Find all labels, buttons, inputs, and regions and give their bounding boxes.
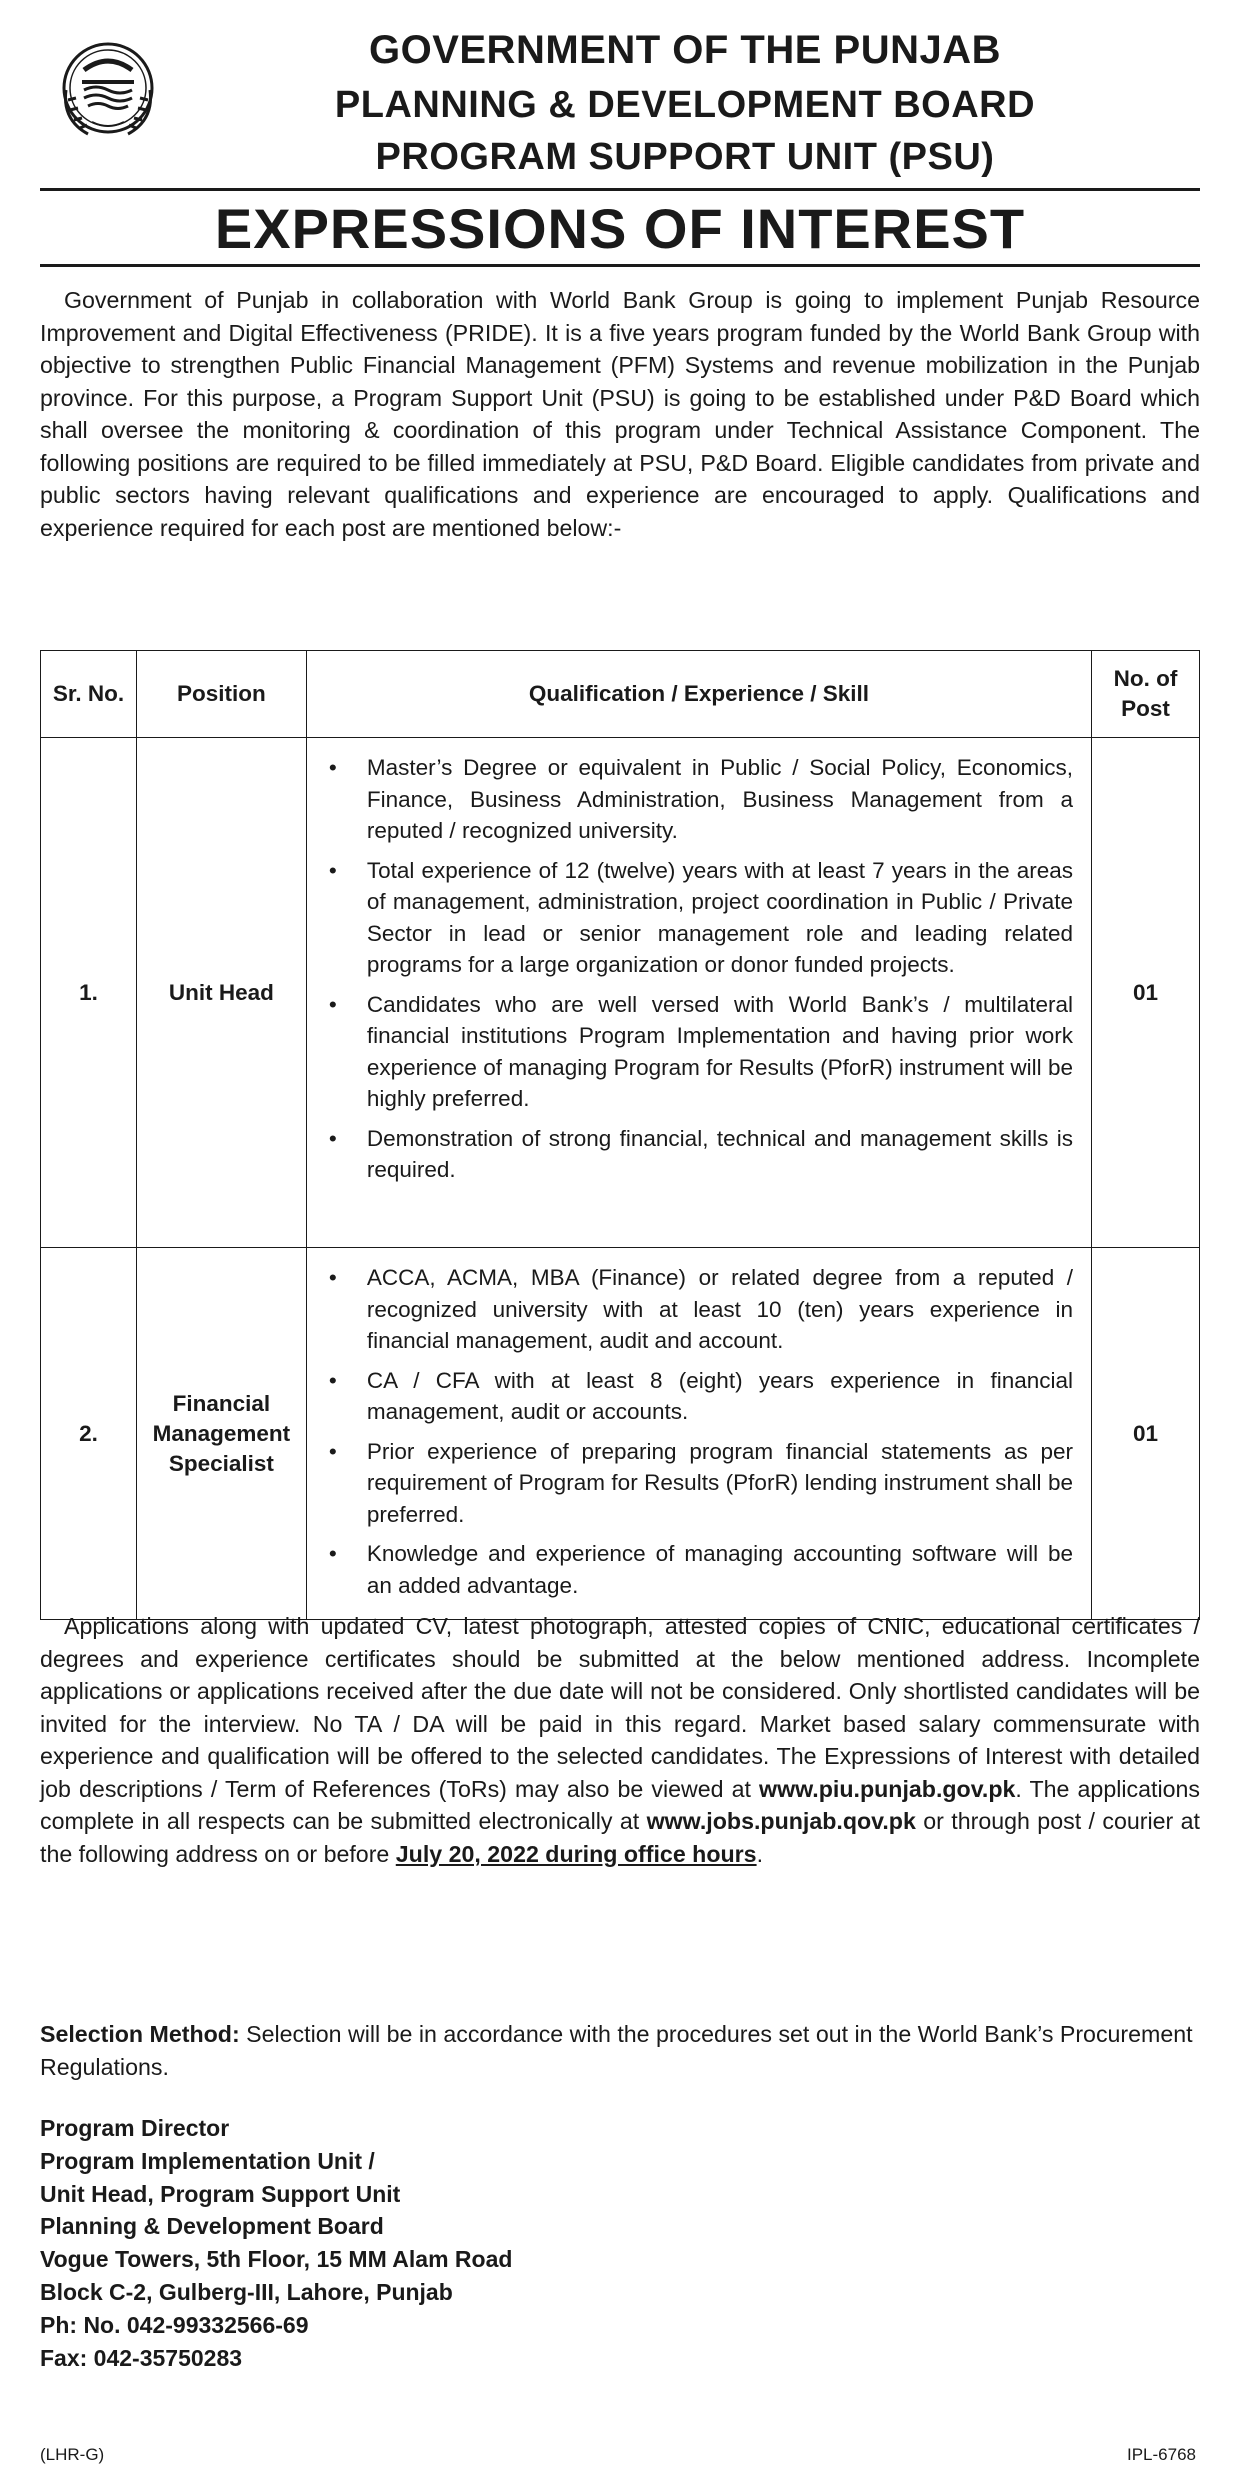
header bbox=[40, 22, 1200, 192]
address-line: Program Implementation Unit / bbox=[40, 2147, 375, 2174]
address-line: Vogue Towers, 5th Floor, 15 MM Alam Road bbox=[40, 2246, 513, 2273]
footer-code-right: IPL-6768 bbox=[1127, 2445, 1196, 2464]
fax-number: Fax: 042-35750283 bbox=[40, 2344, 243, 2371]
address-line: Program Director bbox=[40, 2115, 230, 2141]
address-line: Block C-2, Gulberg-III, Lahore, Punjab bbox=[40, 2278, 453, 2305]
header-no-of-post: No. of Post bbox=[1092, 651, 1200, 738]
list-item: • Master’s Degree or equivalent in Public / Social Policy, Economics, Finance, Business Administration, Business Management from a reputed / recognized university. bbox=[328, 755, 1074, 843]
row-qualifications bbox=[306, 738, 1091, 1248]
row-sr-no: 1. bbox=[41, 738, 137, 1248]
table-row bbox=[41, 1248, 1200, 1620]
page-title: EXPRESSIONS OF INTEREST bbox=[214, 197, 1026, 260]
list-item: • Candidates who are well versed with World Bank’s / multilateral financial institutions Program Implementation and having prior work experience of managing Program for Results (PforR) instrument will be highly preferred. bbox=[328, 991, 1074, 1111]
list-item: • Demonstration of strong financial, technical and management skills is required. bbox=[328, 1125, 1074, 1182]
address-line: Planning & Development Board bbox=[40, 2213, 384, 2240]
row-sr-no: 2. bbox=[41, 1248, 137, 1620]
header-divider-top bbox=[40, 188, 1200, 191]
phone-number: Ph: No. 042-99332566-69 bbox=[40, 2311, 309, 2338]
application-instructions: Applications along with updated CV, latest photograph, attested copies of CNIC, educational certificates / degrees and experience certificates should be submitted at the below mentioned address. Incomplete applications or applications received after the due date will not be considered. Only shortlisted candidates will be invited for the interview. No TA / DA will be paid in this regard. Market based salary commensurate with experience and qualification will be offered to the selected candidates. The Expressions of Interest with detailed job descriptions / Term of References (ToRs) may also be viewed at www.piu.punjab.gov.pk. The applications complete in all respects can be submitted electronically at www.jobs.punjab.qov.pk or through post / courier at the following address on or before July 20, 2022 during office hours. bbox=[40, 1613, 1200, 1867]
list-item: • Total experience of 12 (twelve) years with at least 7 years in the areas of management, administration, project coordination in Public / Private Sector in lead or senior management role and leading related programs for a large organization or donor funded projects. bbox=[328, 857, 1074, 977]
row-no-of-post: 01 bbox=[1092, 1248, 1200, 1620]
contact-address bbox=[40, 2112, 512, 2374]
list-item: • ACCA, ACMA, MBA (Finance) or related degree from a reputed / recognized university with at least 10 (ten) years experience in financial management, audit and account. bbox=[328, 1265, 1074, 1353]
intro-paragraph: Government of Punjab in collaboration with World Bank Group is going to implement Punjab Resource Improvement and Digital Effectiveness (PRIDE). It is a five years program funded by the World Bank Group with objective to strengthen Public Financial Management (PFM) Systems and revenue mobilization in the Punjab province. For this purpose, a Program Support Unit (PSU) is going to be established under P&D Board which shall oversee the monitoring & coordination of this program under Technical Assistance Component. The following positions are required to be filled immediately at PSU, P&D Board. Eligible candidates from private and public sectors having relevant qualifications and experience are encouraged to apply. Qualifications and experience required for each post are mentioned below:- bbox=[40, 287, 1200, 541]
selection-method-text: Selection will be in accordance with the procedures set out in the World Bank’s Procurement Regulations. bbox=[40, 2021, 1193, 2080]
selection-method-label: Selection Method: bbox=[40, 2021, 240, 2047]
row-position: Unit Head bbox=[136, 738, 306, 1248]
row-qualifications bbox=[306, 1248, 1091, 1620]
positions-table bbox=[40, 650, 1200, 1620]
header-line-government: GOVERNMENT OF THE PUNJAB bbox=[368, 28, 1002, 72]
header-qualification: Qualification / Experience / Skill bbox=[306, 651, 1091, 738]
header-divider-bottom bbox=[40, 264, 1200, 267]
footer-code-left: (LHR-G) bbox=[40, 2445, 105, 2464]
header-line-board: PLANNING & DEVELOPMENT BOARD bbox=[334, 84, 1036, 126]
list-item: • CA / CFA with at least 8 (eight) years experience in financial management, audit or accounts. bbox=[328, 1367, 1074, 1424]
row-no-of-post: 01 bbox=[1092, 738, 1200, 1248]
website-link-piu[interactable]: www.piu.punjab.gov.pk bbox=[759, 1775, 1016, 1802]
header-position: Position bbox=[136, 651, 306, 738]
row-position: Financial Management Specialist bbox=[136, 1248, 306, 1620]
list-item: • Knowledge and experience of managing accounting software will be an added advantage. bbox=[328, 1541, 1074, 1598]
deadline: July 20, 2022 during office hours bbox=[395, 1840, 757, 1867]
table-header-row bbox=[41, 651, 1200, 738]
table-row bbox=[41, 738, 1200, 1248]
punjab-government-emblem-icon bbox=[48, 30, 168, 150]
header-line-unit: PROGRAM SUPPORT UNIT (PSU) bbox=[375, 136, 995, 178]
selection-method bbox=[40, 2018, 1200, 2083]
website-link-jobs[interactable]: www.jobs.punjab.qov.pk bbox=[646, 1808, 916, 1834]
address-line: Unit Head, Program Support Unit bbox=[40, 2180, 401, 2207]
list-item: • Prior experience of preparing program financial statements as per requirement of Program for Results (PforR) lending instrument shall be preferred. bbox=[328, 1438, 1074, 1527]
header-sr-no: Sr. No. bbox=[41, 651, 137, 738]
